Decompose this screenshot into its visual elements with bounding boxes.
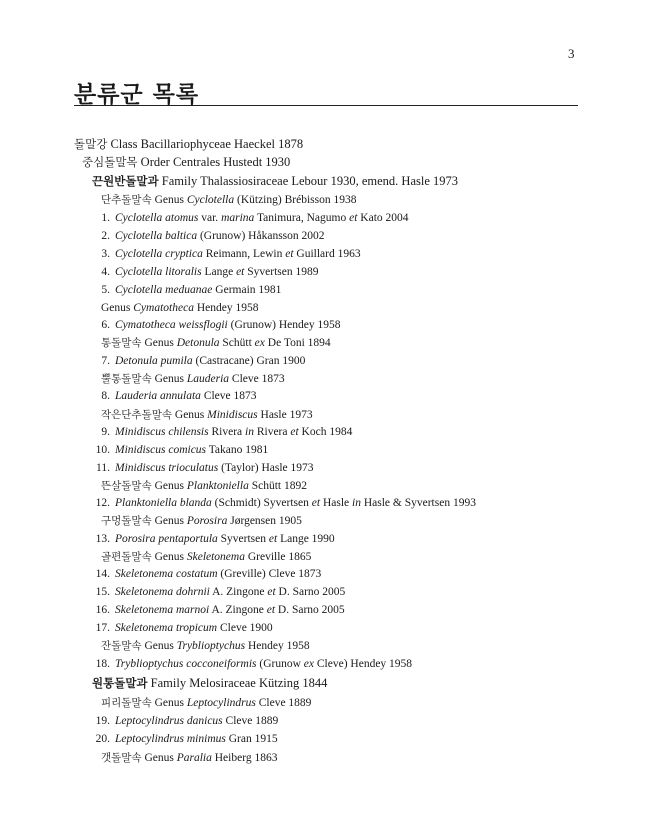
- name-text: Cleve 1889: [222, 715, 279, 727]
- scientific-name-italic: Porosira: [186, 515, 228, 527]
- name-text: Gran 1915: [225, 733, 278, 745]
- name-text: Germain 1981: [212, 284, 282, 296]
- species-entry: [84, 264, 318, 280]
- scientific-name-italic: ex: [303, 658, 314, 670]
- scientific-name-italic: Cyclotella: [186, 194, 235, 206]
- scientific-name-italic: Skeletonema costatum: [115, 568, 218, 580]
- name-text: Lange: [201, 266, 237, 278]
- name-text: Cleve 1889: [255, 697, 312, 709]
- scientific-name-italic: Tryblioptychus cocconeiformis: [115, 658, 257, 670]
- species-entry: [84, 353, 305, 369]
- name-text: Order Centrales Hustedt 1930: [140, 155, 291, 169]
- species-entry: [84, 317, 341, 333]
- page-title: 분류군 목록: [74, 82, 200, 108]
- name-text: Genus: [154, 697, 187, 709]
- name-text: (Greville) Cleve 1873: [217, 568, 322, 580]
- korean-name: 잔돌말속: [101, 640, 142, 652]
- heading-rule: [74, 105, 578, 106]
- scientific-name-italic: Cyclotella atomus: [115, 212, 199, 224]
- korean-name: 단추돌말속: [101, 194, 152, 206]
- korean-name: 중심돌말목: [82, 155, 138, 169]
- name-text: Hasle 1973: [257, 409, 313, 421]
- name-text: A. Zingone: [209, 604, 267, 616]
- scientific-name-italic: Skeletonema tropicum: [115, 622, 218, 634]
- name-text: A. Zingone: [209, 586, 268, 598]
- genus-entry: [101, 407, 313, 423]
- name-text: Hasle & Syvertsen 1993: [360, 497, 476, 509]
- korean-name: 끈원반돌말과: [92, 174, 159, 188]
- species-entry: [84, 713, 278, 729]
- name-text: Genus: [101, 302, 134, 314]
- scientific-name-italic: ex: [254, 337, 265, 349]
- species-number: 16.: [95, 604, 110, 616]
- scientific-name-italic: Detonula: [176, 337, 220, 349]
- species-entry: [84, 282, 281, 298]
- species-entry: [84, 620, 273, 636]
- scientific-name-italic: et: [311, 497, 321, 509]
- species-number: 20.: [95, 733, 110, 745]
- species-entry: [84, 656, 412, 672]
- class-entry: [74, 136, 303, 152]
- genus-entry: [101, 478, 307, 494]
- scientific-name-italic: Planktoniella blanda: [115, 497, 212, 509]
- species-number: 3.: [101, 248, 110, 260]
- species-number: 9.: [101, 426, 110, 438]
- scientific-name-italic: Cyclotella cryptica: [115, 248, 203, 260]
- name-text: De Toni 1894: [264, 337, 331, 349]
- scientific-name-italic: et: [268, 533, 278, 545]
- name-text: Jørgensen 1905: [227, 515, 302, 527]
- scientific-name-italic: Minidiscus comicus: [115, 444, 207, 456]
- name-text: Lange 1990: [277, 533, 335, 545]
- species-entry: [84, 424, 352, 440]
- name-text: (Grunow) Håkansson 2002: [197, 230, 325, 242]
- species-entry: [84, 531, 335, 547]
- name-text: Koch 1984: [298, 426, 353, 438]
- species-entry: [84, 246, 361, 262]
- scientific-name-italic: in: [245, 426, 254, 438]
- name-text: (Grunow: [256, 658, 304, 670]
- name-text: (Castracane) Gran 1900: [192, 355, 306, 367]
- species-number: 11.: [96, 462, 110, 474]
- name-text: Cleve 1873: [200, 390, 257, 402]
- name-text: Cleve 1873: [229, 373, 285, 385]
- scientific-name-italic: Leptocylindrus: [186, 697, 256, 709]
- order-entry: [82, 154, 290, 170]
- genus-entry: [101, 549, 311, 565]
- scientific-name-italic: Skeletonema marnoi: [115, 604, 210, 616]
- scientific-name-italic: Cymatotheca: [133, 302, 194, 314]
- name-text: Rivera: [253, 426, 291, 438]
- scientific-name-italic: Tryblioptychus: [176, 640, 246, 652]
- name-text: Hendey 1958: [245, 640, 310, 652]
- species-entry: [84, 495, 476, 511]
- name-text: D. Sarno 2005: [275, 586, 346, 598]
- genus-entry: [101, 638, 310, 654]
- korean-name: 작은단추돌말속: [101, 409, 173, 421]
- scientific-name-italic: Skeletonema dohrnii: [115, 586, 210, 598]
- name-text: (Kützing) Brébisson 1938: [234, 194, 357, 206]
- species-number: 15.: [95, 586, 110, 598]
- genus-entry: [101, 750, 277, 766]
- scientific-name-italic: Leptocylindrus minimus: [115, 733, 226, 745]
- species-entry: [84, 442, 268, 458]
- genus-entry: [101, 513, 302, 529]
- scientific-name-italic: Porosira pentaportula: [115, 533, 218, 545]
- name-text: (Schmidt) Syvertsen: [211, 497, 312, 509]
- species-number: 14.: [95, 568, 110, 580]
- species-entry: [84, 584, 345, 600]
- name-text: D. Sarno 2005: [275, 604, 345, 616]
- name-text: (Grunow) Hendey 1958: [227, 319, 341, 331]
- korean-name: 원통돌말과: [92, 676, 148, 690]
- genus-entry: [101, 335, 331, 351]
- scientific-name-italic: Paralia: [176, 752, 212, 764]
- species-entry: [84, 460, 314, 476]
- species-entry: [84, 731, 278, 747]
- species-number: 12.: [95, 497, 110, 509]
- scientific-name-italic: in: [352, 497, 361, 509]
- scientific-name-italic: marina: [221, 212, 255, 224]
- name-text: Greville 1865: [244, 551, 312, 563]
- name-text: Genus: [154, 373, 187, 385]
- name-text: Genus: [154, 551, 187, 563]
- name-text: Family Thalassiosiraceae Lebour 1930, emend. Hasle 1973: [161, 174, 458, 188]
- species-entry: [84, 388, 257, 404]
- scientific-name-italic: Lauderia: [186, 373, 230, 385]
- scientific-name-italic: et: [236, 266, 245, 278]
- name-text: Takano 1981: [206, 444, 269, 456]
- name-text: Family Melosiraceae Kützing 1844: [150, 676, 328, 690]
- scientific-name-italic: Minidiscus chilensis: [115, 426, 209, 438]
- name-text: Hasle: [320, 497, 353, 509]
- scientific-name-italic: Minidiscus trioculatus: [115, 462, 219, 474]
- scientific-name-italic: Minidiscus: [207, 409, 258, 421]
- species-number: 5.: [101, 284, 110, 296]
- name-text: Cleve) Hendey 1958: [314, 658, 413, 670]
- species-number: 6.: [101, 319, 110, 331]
- name-text: Schütt: [219, 337, 255, 349]
- name-text: Genus: [154, 515, 187, 527]
- scientific-name-italic: Lauderia annulata: [115, 390, 201, 402]
- name-text: Genus: [154, 480, 187, 492]
- korean-name: 돌말강: [74, 137, 108, 151]
- species-number: 1.: [101, 212, 110, 224]
- species-number: 8.: [101, 390, 110, 402]
- name-text: Hendey 1958: [193, 302, 259, 314]
- name-text: Genus: [144, 337, 177, 349]
- scientific-name-italic: et: [349, 212, 358, 224]
- species-number: 17.: [95, 622, 110, 634]
- species-number: 18.: [95, 658, 110, 670]
- name-text: Genus: [154, 194, 187, 206]
- species-number: 2.: [101, 230, 110, 242]
- name-text: var.: [198, 212, 222, 224]
- name-text: Rivera: [208, 426, 245, 438]
- genus-entry: [101, 371, 285, 387]
- species-entry: [84, 602, 345, 618]
- name-text: Reimann, Lewin: [202, 248, 286, 260]
- scientific-name-italic: Cyclotella meduanae: [115, 284, 213, 296]
- scientific-name-italic: et: [266, 604, 276, 616]
- korean-name: 구멍돌말속: [101, 515, 152, 527]
- scientific-name-italic: Leptocylindrus danicus: [115, 715, 223, 727]
- name-text: Genus: [174, 409, 208, 421]
- scientific-name-italic: Skeletonema: [186, 551, 245, 563]
- name-text: Cleve 1900: [217, 622, 273, 634]
- korean-name: 갯돌말속: [101, 752, 142, 764]
- korean-name: 뜬살돌말속: [101, 480, 152, 492]
- species-number: 13.: [95, 533, 110, 545]
- name-text: Schütt 1892: [248, 480, 307, 492]
- scientific-name-italic: Cyclotella litoralis: [115, 266, 202, 278]
- scientific-name-italic: Cymatotheca weissflogii: [115, 319, 228, 331]
- species-number: 4.: [101, 266, 110, 278]
- genus-entry: [101, 192, 356, 208]
- page-number: 3: [568, 46, 575, 61]
- species-entry: [84, 566, 321, 582]
- scientific-name-italic: et: [290, 426, 299, 438]
- scientific-name-italic: Planktoniella: [186, 480, 249, 492]
- name-text: (Taylor) Hasle 1973: [218, 462, 314, 474]
- species-number: 7.: [101, 355, 110, 367]
- name-text: Heiberg 1863: [211, 752, 278, 764]
- name-text: Guillard 1963: [293, 248, 361, 260]
- korean-name: 피리돌말속: [101, 697, 152, 709]
- name-text: Kato 2004: [357, 212, 409, 224]
- species-entry: [84, 210, 409, 226]
- name-text: Syvertsen 1989: [244, 266, 319, 278]
- family-entry: [92, 173, 458, 189]
- scientific-name-italic: Cyclotella baltica: [115, 230, 198, 242]
- name-text: Genus: [144, 752, 177, 764]
- name-text: Syvertsen: [217, 533, 269, 545]
- korean-name: 뿔통돌말속: [101, 373, 152, 385]
- scientific-name-italic: Detonula pumila: [115, 355, 193, 367]
- korean-name: 골편돌말속: [101, 551, 152, 563]
- scientific-name-italic: et: [285, 248, 294, 260]
- korean-name: 통돌말속: [101, 337, 142, 349]
- name-text: Tanimura, Nagumo: [254, 212, 350, 224]
- genus-entry: [101, 300, 258, 316]
- scientific-name-italic: et: [267, 586, 276, 598]
- species-number: 10.: [95, 444, 110, 456]
- species-number: 19.: [95, 715, 110, 727]
- name-text: Class Bacillariophyceae Haeckel 1878: [110, 137, 304, 151]
- species-entry: [84, 228, 325, 244]
- family-entry: [92, 675, 327, 691]
- genus-entry: [101, 695, 311, 711]
- name-text: Genus: [144, 640, 177, 652]
